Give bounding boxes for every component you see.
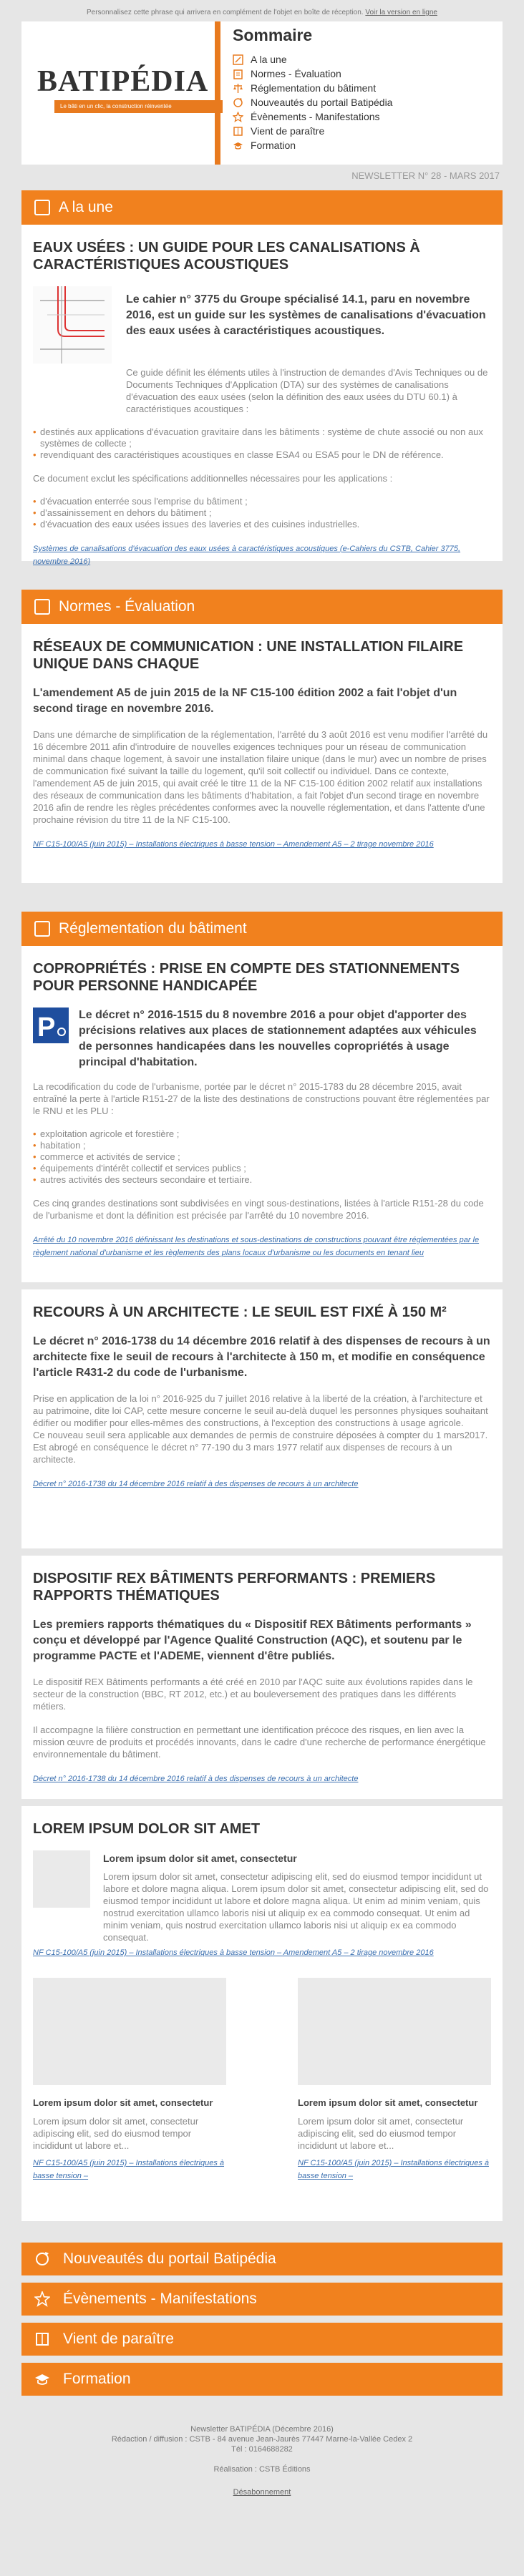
header-divider — [215, 21, 220, 165]
refresh-icon — [34, 2251, 50, 2267]
footer-line: Newsletter BATIPÉDIA (Décembre 2016) — [190, 2425, 334, 2434]
article-recours-architecte — [21, 1289, 503, 1548]
logo-tagline: Le bâti en un clic, la construction réinventée — [54, 100, 223, 113]
reference-link[interactable]: Arrêté du 10 novembre 2016 définissant les destinations et sous-destinations de constructions pouvant être réglementées par le règlement national d'urbanisme et les règlements des plans locaux d'urbanisme ou les documents en tenant lieu — [33, 1236, 480, 1257]
list-item: • d'évacuation des eaux usées issues des laveries et des cuisines industrielles. — [33, 519, 491, 530]
reference-link[interactable]: NF C15-100/A5 (juin 2015) – Installations électriques à basse tension – Amendement A5 – 2 tirage novembre 2016 — [33, 1948, 434, 1957]
section-title: A la une — [59, 199, 113, 215]
bullet-list — [33, 496, 491, 530]
preheader-text: Personnalisez cette phrase qui arrivera en complément de l'objet en boîte de réception. — [87, 9, 364, 16]
list-item: • revendiquant des caractéristiques acoustiques en classe ESA4 ou ESA5 pour le DN de référence. — [33, 449, 491, 461]
graduation-icon — [233, 140, 243, 151]
clipboard-icon — [34, 599, 50, 615]
article-body — [33, 366, 491, 415]
footer — [21, 2403, 503, 2497]
article-paragraph: La recodification du code de l'urbanisme, portée par le décret n° 2015-1783 du 28 décembre 2015, avait entraîné la perte à l'article R151-27 de la liste des destinations de constructions pouvant être réglementées par le RNU et les PLU : — [33, 1081, 490, 1116]
scales-icon — [34, 921, 50, 937]
reference-link[interactable]: NF C15-100/A5 (juin 2015) – Installations électriques à basse tension – Amendement A5 – 2 tirage novembre 2016 — [33, 840, 434, 849]
image-placeholder — [298, 1978, 491, 2085]
star-icon — [34, 2291, 50, 2307]
nav-label: Évènements - Manifestations — [63, 2290, 257, 2307]
article-lorem — [21, 1806, 503, 2221]
image-placeholder — [33, 1850, 90, 1908]
article-lead: Le cahier n° 3775 du Groupe spécialisé 14.1, paru en novembre 2016, est un guide sur les systèmes de canalisations d'évacuation des eaux usées à caractéristiques acoustiques. — [126, 293, 486, 337]
article-reseaux — [21, 624, 503, 883]
nav-button-formation[interactable] — [21, 2363, 503, 2396]
article-title: EAUX USÉES : UN GUIDE POUR LES CANALISATIONS À CARACTÉRISTIQUES ACOUSTIQUES — [33, 240, 420, 273]
header — [21, 21, 503, 165]
article-title: DISPOSITIF REX BÂTIMENTS PERFORMANTS : PREMIERS RAPPORTS THÉMATIQUES — [33, 1571, 436, 1604]
reference-link[interactable]: NF C15-100/A5 (juin 2015) – Installations électriques à basse tension – — [298, 2159, 490, 2180]
footer-line: Réalisation : CSTB Éditions — [213, 2465, 311, 2474]
spacer — [21, 2221, 503, 2243]
graduation-icon — [34, 2371, 50, 2387]
toc-item-reglementation[interactable] — [233, 81, 503, 95]
toc-label: Nouveautés du portail Batipédia — [251, 97, 393, 108]
issue-row — [21, 165, 503, 190]
pipe-diagram-image — [33, 286, 112, 364]
list-item: • équipements d'intérêt collectif et services publics ; — [33, 1163, 491, 1174]
refresh-icon — [233, 97, 243, 108]
article-lead: Le décret n° 2016-1738 du 14 décembre 2016 relatif à des dispenses de recours à un architecte fixe le seuil de recours à l'architecte à 150 m, et modifie en conséquence l'article R431-2 du code de l'urbanisme. — [33, 1335, 490, 1379]
scales-icon — [233, 83, 243, 94]
star-icon — [233, 112, 243, 122]
reference-link[interactable]: Décret n° 2016-1738 du 14 décembre 2016 relatif à des dispenses de recours à un architecte — [33, 1480, 359, 1488]
article-paragraph: Il accompagne la filière construction en permettant une identification précoce des risques, en lien avec la mission œuvre de produits et procédés innovants, dans le cadre d'une recherche de performance énergétique environnementale du bâtiment. — [33, 1724, 486, 1760]
article-lead: Les premiers rapports thématiques du « Dispositif REX Bâtiments performants » conçu et développé par l'Agence Qualité Construction (AQC), et soutenu par le programme PACTE et l'ADEME, viennent d'être publiés. — [33, 1619, 472, 1662]
toc-title: Sommaire — [233, 26, 313, 44]
article-title: LOREM IPSUM DOLOR SIT AMET — [33, 1821, 261, 1837]
article-paragraph: Ces cinq grandes destinations sont subdivisées en vingt sous-destinations, listées à l'article R151-28 du code de l'urbanisme et dont la définition est précisée par l'arrêté du 10 novembre 2016. — [33, 1198, 484, 1221]
column-lead: Lorem ipsum dolor sit amet, consectetur — [298, 2097, 478, 2108]
bullet-list — [33, 1128, 491, 1186]
toc-item-nouveautes[interactable] — [233, 95, 503, 109]
toc-item-vient-de-paraitre[interactable] — [233, 124, 503, 138]
article-paragraph: Ce guide définit les éléments utiles à l'instruction de demandes d'Avis Techniques ou de Documents Techniques d'Application (DTA) sur des systèmes de canalisations d'évacuation des eaux usées (selon la définition des eaux usées du DTU 60.1) à caractéristiques acoustiques : — [126, 367, 488, 414]
reference-link[interactable]: NF C15-100/A5 (juin 2015) – Installations électriques à basse tension – — [33, 2159, 225, 2180]
column-right — [298, 1978, 491, 2182]
article-coproprietes — [21, 946, 503, 1282]
article-title: COPROPRIÉTÉS : PRISE EN COMPTE DES STATIONNEMENTS POUR PERSONNE HANDICAPÉE — [33, 961, 460, 994]
logo-text: BATIPÉDIA — [37, 65, 209, 98]
logo[interactable] — [37, 64, 236, 114]
list-item: • d'évacuation enterrée sous l'emprise du bâtiment ; — [33, 496, 491, 507]
toc-item-normes[interactable] — [233, 67, 503, 81]
image-placeholder — [33, 1978, 226, 2085]
section-header-normes — [21, 590, 503, 624]
footer-line: Tél : 0164688282 — [231, 2445, 293, 2454]
edit-icon — [34, 200, 50, 215]
article-title: RÉSEAUX DE COMMUNICATION : UNE INSTALLATION FILAIRE UNIQUE DANS CHAQUE — [33, 639, 464, 672]
separator — [21, 1548, 503, 1556]
toc-item-a-la-une[interactable] — [233, 52, 503, 67]
unsubscribe-link[interactable]: Désabonnement — [233, 2488, 291, 2497]
column-text: Lorem ipsum dolor sit amet, consectetur adipiscing elit, sed do eiusmod tempor incididunt ut labore et... — [298, 2116, 464, 2151]
nav-label: Vient de paraître — [63, 2331, 174, 2347]
spacer — [21, 883, 503, 912]
article-paragraph: Ce nouveau seuil sera applicable aux demandes de permis de construire déposées à compter du 1 mars2017. Est abrogé en conséquence le décret n° 77-190 du 3 mars 1977 relatif aux dispenses de recours à un architecte. — [33, 1430, 488, 1465]
edit-icon — [233, 54, 243, 65]
article-eaux-usees — [21, 225, 503, 566]
list-item: • destinés aux applications d'évacuation gravitaire dans les bâtiments : système de chute associé ou non aux systèmes de collecte ; — [33, 426, 491, 449]
column-lead: Lorem ipsum dolor sit amet, consectetur — [33, 2097, 213, 2108]
nav-button-nouveautes[interactable] — [21, 2243, 503, 2275]
separator — [21, 1282, 503, 1289]
toc-item-evenements[interactable] — [233, 109, 503, 124]
nav-button-vient-de-paraitre[interactable] — [21, 2323, 503, 2356]
article-title: RECOURS À UN ARCHITECTE : LE SEUIL EST FIXÉ À 150 M² — [33, 1304, 447, 1320]
toc-label: Normes - Évaluation — [251, 68, 341, 79]
book-icon — [233, 126, 243, 137]
nav-button-evenements[interactable] — [21, 2283, 503, 2316]
list-item: • d'assainissement en dehors du bâtiment ; — [33, 507, 491, 519]
article-paragraph: Ce document exclut les spécifications additionnelles nécessaires pour les applications : — [33, 473, 393, 484]
article-lead: Le décret n° 2016-1515 du 8 novembre 2016 a pour objet d'apporter des précisions relatives aux places de stationnement adaptées aux véhicules de personnes handicapées dans les nouvelles copropriétés à usage principal d'habitation. — [79, 1009, 477, 1068]
toc-label: Évènements - Manifestations — [251, 111, 380, 122]
svg-text:P: P — [37, 1013, 56, 1043]
issue-number: NEWSLETTER N° 28 - MARS 2017 — [351, 170, 500, 181]
section-title: Normes - Évaluation — [59, 598, 195, 615]
spacer — [21, 561, 503, 590]
section-header-reglementation — [21, 912, 503, 946]
nav-label: Formation — [63, 2371, 131, 2387]
list-item: • exploitation agricole et forestière ; — [33, 1128, 491, 1140]
list-item: • commerce et activités de service ; — [33, 1151, 491, 1163]
toc-label: Vient de paraître — [251, 125, 325, 137]
parking-icon — [33, 1008, 69, 1043]
list-item: • habitation ; — [33, 1140, 491, 1151]
article-lead: Lorem ipsum dolor sit amet, consectetur — [103, 1853, 297, 1864]
view-online-link[interactable]: Voir la version en ligne — [365, 9, 437, 16]
article-lead: L'amendement A5 de juin 2015 de la NF C15-100 édition 2002 a fait l'objet d'un second tirage en novembre 2016. — [33, 687, 457, 715]
article-rex — [21, 1556, 503, 1799]
article-paragraph: Le dispositif REX Bâtiments performants a été créé en 2010 par l'AQC suite aux évolutions rapides dans le secteur de la construction (BBC, RT 2012, etc.) et au bouleversement des pratiques dans les différents métiers. — [33, 1677, 473, 1712]
section-title: Réglementation du bâtiment — [59, 920, 247, 937]
footer-line: Rédaction / diffusion : CSTB - 84 avenue Jean-Jaurès 77447 Marne-la-Vallée Cedex 2 — [111, 2435, 413, 2444]
column-left — [33, 1978, 226, 2182]
book-icon — [34, 2331, 50, 2347]
nav-label: Nouveautés du portail Batipédia — [63, 2250, 276, 2267]
bullet-list — [33, 426, 491, 461]
section-header-a-la-une — [21, 190, 503, 225]
clipboard-icon — [233, 69, 243, 79]
toc-label: Formation — [251, 140, 296, 151]
reference-link[interactable]: Systèmes de canalisations d'évacuation des eaux usées à caractéristiques acoustiques (e-Cahiers du CSTB, Cahier 3775, novembre 2016) — [33, 545, 461, 566]
preheader — [21, 0, 503, 21]
table-of-contents — [233, 21, 503, 165]
article-paragraph: Prise en application de la loi n° 2016-925 du 7 juillet 2016 relative à la liberté de la création, à l'architecture et au patrimoine, dite loi CAP, cette mesure concerne le seuil au-delà duquel les personnes physiques souhaitant édifier ou modifier pour elles-mêmes des constructions, à l'exception des constructions à usage agricole. — [33, 1393, 488, 1428]
toc-label: A la une — [251, 54, 287, 65]
toc-label: Réglementation du bâtiment — [251, 82, 377, 94]
list-item: • autres activités des secteurs secondaire et tertiaire. — [33, 1174, 491, 1186]
reference-link[interactable]: Décret n° 2016-1738 du 14 décembre 2016 relatif à des dispenses de recours à un architecte — [33, 1775, 359, 1783]
column-text: Lorem ipsum dolor sit amet, consectetur adipiscing elit, sed do eiusmod tempor incididunt ut labore et... — [33, 2116, 199, 2151]
article-paragraph: Lorem ipsum dolor sit amet, consectetur adipiscing elit, sed do eiusmod tempor incididunt ut labore et dolore magna aliqua. Lorem ipsum dolor sit amet, consectetur adipiscing elit, sed do eiusmod tempor incididunt ut labore et dolore magna aliqua. Ut enim ad minim veniam, quis nostrud exercitation ullamco laboris nisi ut aliquip ex ea commodo consequat. Ut enim ad minim veniam, quis nostrud exercitation ullamco laboris nisi ut aliquip ex ea commodo consequat. — [103, 1871, 489, 1943]
email-wrapper — [21, 0, 503, 2497]
article-paragraph: Dans une démarche de simplification de la réglementation, l'arrêté du 3 août 2016 est venu modifier l'arrêté du 16 décembre 2011 afin d'introduire de nouvelles exigences techniques pour un réseau de communication minimal dans chaque logement, à savoir une installation filaire unique (dans le mur) avec un nombre de prises de communication fixé suivant la taille du logement, qu'il soit collectif ou individuel. Dans ce contexte, l'amendement A5 de juin 2015, qui avait créé le titre 11 de la NF C15-100 édition 2002 relatif aux installations des réseaux de communication dans les bâtiments d'habitation, a fait l'objet d'un second tirage en novembre 2016 afin de rendre les règles précédentes conformes avec la nouvelle réglementation, et dans l'attente d'une prochaine révision du titre 11 de la NF C15-100. — [33, 729, 488, 825]
toc-item-formation[interactable] — [233, 138, 503, 152]
separator — [21, 1799, 503, 1806]
